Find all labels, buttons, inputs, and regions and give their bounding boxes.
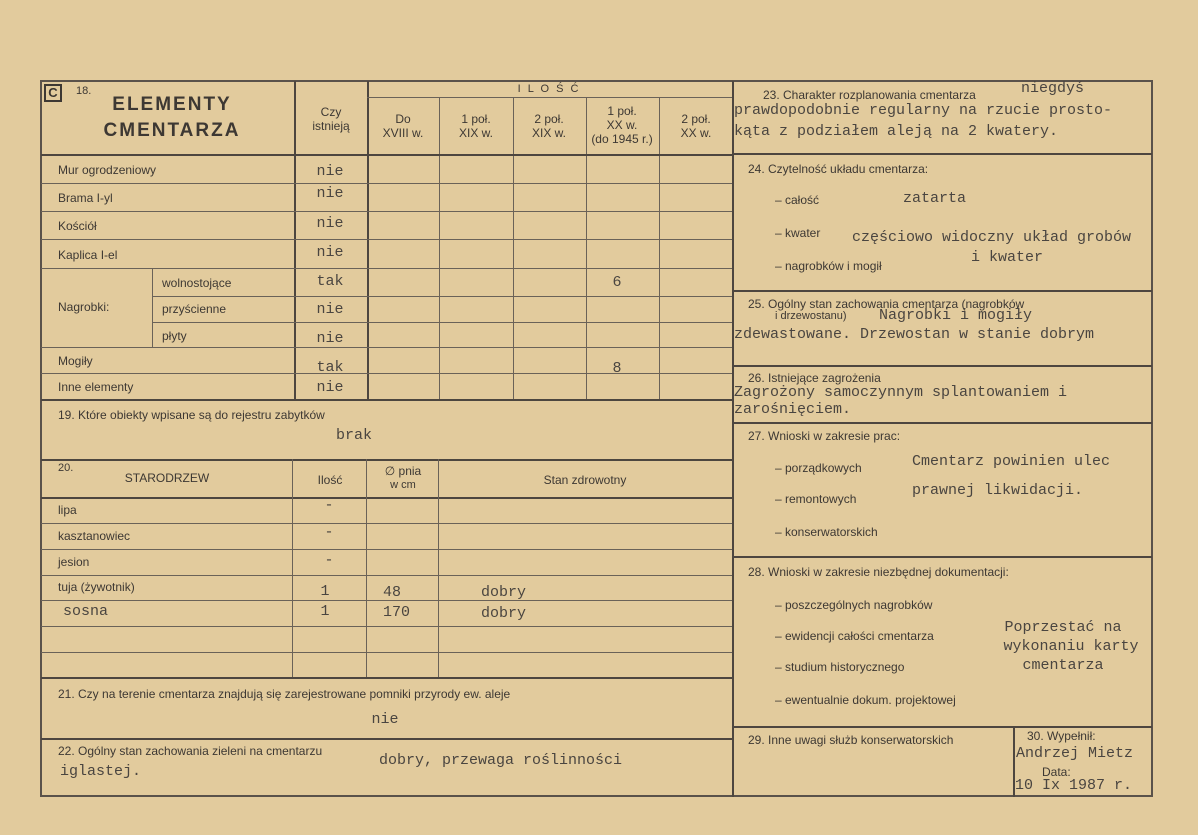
row-label: Kaplica I-el — [58, 248, 118, 262]
column-header: XIX w. — [458, 126, 494, 140]
tree-name: jesion — [58, 555, 90, 569]
row-exists: tak — [316, 359, 344, 376]
column-header: XIX w. — [531, 126, 567, 140]
section27-item: – konserwatorskich — [775, 525, 878, 539]
divider — [586, 98, 587, 399]
divider — [41, 652, 732, 653]
section28-item: – studium historycznego — [775, 660, 905, 674]
column-header: istnieją — [312, 119, 350, 133]
divider — [732, 81, 734, 797]
section-number: 18. — [76, 85, 92, 97]
section25-value: Nagrobki i mogiły — [879, 307, 1033, 324]
divider — [41, 347, 732, 348]
nagrobki-label: Nagrobki: — [58, 300, 110, 314]
divider — [41, 497, 732, 499]
section29-label: 29. Inne uwagi służb konserwatorskich — [748, 733, 954, 747]
divider — [732, 153, 1152, 155]
section22-label: 22. Ogólny stan zachowania zieleni na cmentarzu — [58, 744, 323, 758]
divider — [152, 296, 732, 297]
row-label: wolnostojące — [162, 276, 232, 290]
divider — [41, 239, 732, 240]
ilosc-header: I L O Ś Ć — [517, 83, 581, 95]
section-title: STARODRZEW — [124, 471, 210, 485]
date-value: 10 Ix 1987 r. — [1015, 777, 1133, 794]
section21-value: nie — [371, 711, 399, 728]
section25-label: 25. Ogólny stan zachowania cmentarza (nagrobków — [748, 297, 1025, 311]
divider — [41, 373, 732, 374]
section24-value: zatarta — [903, 190, 967, 207]
divider — [732, 556, 1152, 558]
section25-value: zdewastowane. Drzewostan w stanie dobrym — [734, 326, 1095, 343]
divider — [41, 154, 732, 156]
section25-label: i drzewostanu) — [775, 310, 847, 322]
column-header: Czy — [320, 105, 342, 119]
tree-diam: 48 — [383, 584, 402, 601]
column-header: Ilość — [317, 473, 343, 487]
section24-item: – nagrobków i mogił — [775, 259, 882, 273]
row-label: płyty — [162, 329, 187, 343]
section24-item: – całość — [775, 193, 820, 207]
row-label: Brama I-yl — [58, 191, 113, 205]
tree-name: lipa — [58, 503, 77, 517]
section24-value: częściowo widoczny układ grobów — [852, 229, 1132, 246]
filled-by-name: Andrzej Mietz — [1016, 745, 1134, 762]
row-exists: nie — [316, 330, 344, 347]
section27-item: – remontowych — [775, 492, 857, 506]
section23-value: kąta z podziałem aleją na 2 kwatery. — [734, 123, 1059, 140]
divider — [41, 677, 732, 679]
row-exists: nie — [316, 163, 344, 180]
section28-item: – ewidencji całości cmentarza — [775, 629, 934, 643]
divider — [41, 575, 732, 576]
section23-label: 23. Charakter rozplanowania cmentarza — [763, 88, 976, 102]
section-title: CMENTARZA — [103, 120, 241, 141]
divider — [732, 422, 1152, 424]
row-value: 8 — [612, 360, 622, 377]
section26-value: zarośnięciem. — [734, 401, 852, 418]
tree-qty: - — [324, 552, 334, 569]
section28-value: wykonaniu karty — [1003, 638, 1139, 655]
row-value: 6 — [612, 274, 622, 291]
divider — [152, 268, 153, 347]
divider — [438, 459, 439, 677]
column-header: 1 poł. — [461, 112, 491, 126]
row-exists: nie — [316, 185, 344, 202]
section28-value: Poprzestać na — [1004, 619, 1122, 636]
column-header: XX w. — [606, 118, 638, 132]
row-label: Inne elementy — [58, 380, 134, 394]
divider — [41, 211, 732, 212]
divider — [41, 399, 732, 401]
section-title: ELEMENTY — [112, 94, 232, 115]
section23-value: prawdopodobnie regularny na rzucie prosto- — [734, 102, 1113, 119]
divider — [367, 97, 732, 98]
row-label: przyścienne — [162, 302, 227, 316]
section22-value: iglastej. — [60, 763, 142, 780]
section28-item: – poszczególnych nagrobków — [775, 598, 933, 612]
divider — [732, 290, 1152, 292]
section26-label: 26. Istniejące zagrożenia — [748, 371, 881, 385]
section28-label: 28. Wnioski w zakresie niezbędnej dokumentacji: — [748, 565, 1009, 579]
divider — [41, 459, 732, 461]
section19-label: 19. Które obiekty wpisane są do rejestru zabytków — [58, 408, 325, 422]
column-header: Do — [395, 112, 411, 126]
section19-value: brak — [335, 427, 373, 444]
row-label: Mur ogrodzeniowy — [58, 163, 157, 177]
section22-value: dobry, przewaga roślinności — [379, 752, 623, 769]
divider — [513, 98, 514, 399]
column-header: 1 poł. — [607, 104, 637, 118]
section24-value: i kwater — [971, 249, 1044, 266]
column-header: ∅ pnia — [384, 464, 422, 478]
section26-value: Zagrożony samoczynnym splantowaniem i — [734, 384, 1068, 401]
section24-item: – kwater — [775, 226, 821, 240]
row-exists: nie — [316, 244, 344, 261]
divider — [41, 268, 732, 269]
tree-state: dobry — [481, 584, 527, 601]
divider — [367, 81, 369, 399]
row-label: Kościół — [58, 219, 97, 233]
section27-label: 27. Wnioski w zakresie prac: — [748, 429, 901, 443]
divider — [366, 459, 367, 677]
row-label: Mogiły — [58, 354, 93, 368]
section28-value: cmentarza — [1022, 657, 1104, 674]
tree-name: kasztanowiec — [58, 529, 131, 543]
section-letter-box: C — [44, 84, 62, 102]
column-header: (do 1945 r.) — [591, 132, 653, 146]
column-header: Stan zdrowotny — [543, 473, 627, 487]
divider — [659, 98, 660, 399]
column-header: 2 poł. — [681, 112, 711, 126]
row-exists: nie — [316, 379, 344, 396]
section28-item: – ewentualnie dokum. projektowej — [775, 693, 956, 707]
section27-value: Cmentarz powinien ulec — [912, 453, 1111, 470]
tree-diam: 170 — [383, 604, 411, 621]
row-exists: nie — [316, 301, 344, 318]
column-header: w cm — [390, 479, 416, 491]
column-header: XX w. — [680, 126, 712, 140]
section27-item: – porządkowych — [775, 461, 862, 475]
section30-label: 30. Wypełnił: — [1027, 729, 1096, 743]
divider — [41, 549, 732, 550]
divider — [732, 365, 1152, 367]
divider — [41, 183, 732, 184]
tree-qty: 1 — [320, 583, 330, 600]
divider — [732, 726, 1152, 728]
section27-value: prawnej likwidacji. — [912, 482, 1084, 499]
tree-state: dobry — [481, 605, 527, 622]
divider — [41, 523, 732, 524]
tree-qty: - — [324, 497, 334, 514]
section24-label: 24. Czytelność układu cmentarza: — [748, 162, 929, 176]
divider — [439, 98, 440, 399]
date-label: Data: — [1042, 765, 1071, 779]
tree-qty: - — [324, 524, 334, 541]
column-header: XVIII w. — [382, 126, 424, 140]
tree-name: tuja (żywotnik) — [58, 580, 135, 594]
row-exists: tak — [316, 273, 344, 290]
divider — [41, 626, 732, 627]
divider — [294, 81, 296, 399]
divider — [152, 322, 732, 323]
divider — [292, 459, 293, 677]
divider — [41, 738, 732, 740]
tree-qty: 1 — [320, 603, 330, 620]
section-number: 20. — [58, 462, 74, 474]
section23-value: niegdyś — [1021, 80, 1085, 97]
section21-label: 21. Czy na terenie cmentarza znajdują się zarejestrowane pomniki przyrody ew. aleje — [58, 687, 511, 701]
row-exists: nie — [316, 215, 344, 232]
tree-name: sosna — [63, 603, 109, 620]
column-header: 2 poł. — [534, 112, 564, 126]
